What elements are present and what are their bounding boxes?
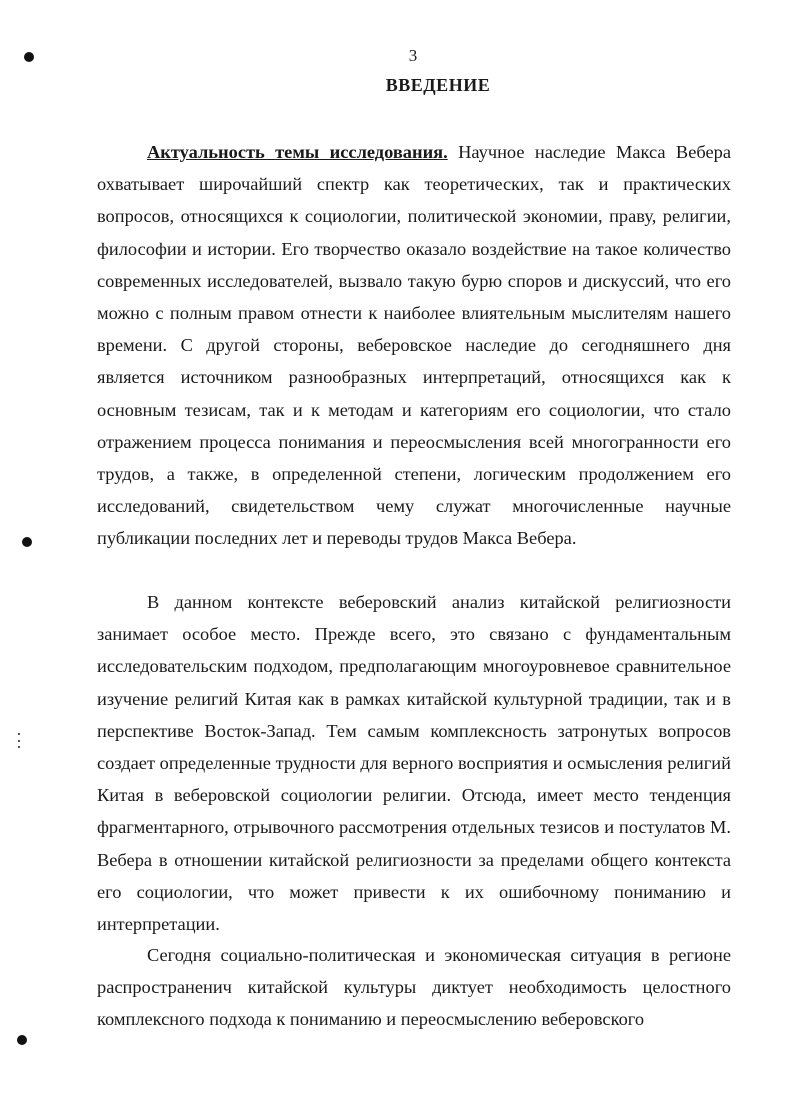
binding-hole-mark-bottom [17, 1035, 27, 1045]
paragraph-relevance [97, 136, 731, 555]
paragraph-body: Научное наследие Макса Вебера охватывает широчайший спектр как теоретических, так и практических вопросов, относящихся к социологии, политической экономии, праву, религии, философии и истории. Его творчество оказало воздействие на такое количество современных исследователей, вызвало такую бурю споров и дискуссий, что его можно с полным правом отнести к наиболее влиятельным мыслителям нашего времени. С другой стороны, веберовское наследие до сегодняшнего дня является источником разнообразных интерпретаций, относящихся как к основным тезисам, так и к методам и категориям его социологии, что стало отражением процесса понимания и переосмысления всей многогранности его трудов, а также, в определенной степени, логическим продолжением его исследований, свидетельством чему служат многочисленные научные публикации последних лет и переводы трудов Макса Вебера. [97, 142, 731, 549]
page-number: 3 [408, 46, 418, 65]
scan-speck [18, 733, 20, 735]
scan-speck [18, 740, 20, 742]
paragraph-lead: Актуальность темы исследования. [147, 142, 448, 162]
paragraph-text [97, 136, 731, 555]
section-heading: ВВЕДЕНИЕ [385, 75, 491, 95]
binding-hole-mark-middle [22, 537, 32, 547]
paragraph-text: Сегодня социально-политическая и экономическая ситуация в регионе распространенич китайской культуры диктует необходимость целостного комплексного подхода к пониманию и переосмыслению веберовского [97, 945, 731, 1030]
paragraph-today [97, 939, 731, 1036]
paragraph-context [97, 586, 731, 940]
paragraph-text: В данном контексте веберовский анализ китайской религиозности занимает особое место. Прежде всего, это связано с фундаментальным исследовательским подходом, предполагающим многоуровневое сравнительное изучение религий Китая как в рамках китайской культурной традиции, так и в перспективе Восток-Запад. Тем самым комплексность затронутых вопросов создает определенные трудности для верного восприятия и осмысления религий Китая в веберовской социологии религии. Отсюда, имеет место тенденция фрагментарного, отрывочного рассмотрения отдельных тезисов и постулатов М. Вебера в отношении китайской религиозности за пределами общего контекста его социологии, что может привести к их ошибочному пониманию и интерпретации. [97, 592, 731, 935]
scan-speck [18, 746, 20, 748]
